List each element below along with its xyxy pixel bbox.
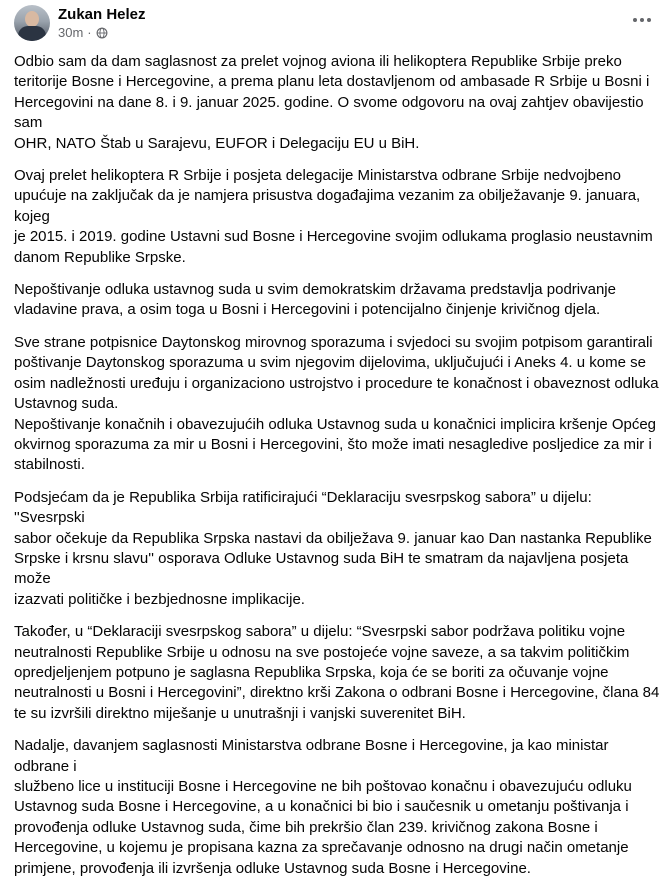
separator-dot: · xyxy=(87,24,92,40)
avatar[interactable] xyxy=(14,5,50,41)
post-header xyxy=(14,3,146,43)
post-subline xyxy=(58,25,146,41)
more-dot xyxy=(647,18,651,22)
post-paragraph: Ovaj prelet helikoptera R Srbije i posjeta delegacije Ministarstva odbrane Srbije nedvojbeno upućuje na zaključak da je namjera prisustva događajima vezanim za obilježavanje 9. januara, kojeg je 2015. i 2019. godine Ustavni sud Bosne i Hercegovine svojim odlukama proglasio neustavnim danom Republike Srpske. xyxy=(14,167,653,266)
avatar-torso xyxy=(18,26,46,41)
more-dot xyxy=(640,18,644,22)
post-timestamp[interactable]: 30m xyxy=(58,24,84,40)
author-name[interactable]: Zukan Helez xyxy=(58,5,146,23)
globe-icon[interactable] xyxy=(96,27,108,39)
post-paragraph: Odbio sam da dam saglasnost za prelet vojnog aviona ili helikoptera Republike Srbije preko teritorije Bosne i Hercegovine, a prema planu leta dostavljenom od ambasade R Srbije u Bosni i Hercegovini na dane 8. i 9. januar 2025. godine. O svome odgovoru na ovaj zahtjev obavijestio sam OHR, NATO Štab u Sarajevu, EUFOR i Delegaciju EU u BiH. xyxy=(14,53,650,152)
post-paragraph: Nepoštivanje konačnih i obavezujućih odluka Ustavnog suda u konačnici implicira kršenje Općeg okvirnog sporazuma za mir u Bosni i Hercegovini, što može imati nesagledive posljedice za mir i stabilnosti. xyxy=(14,415,657,474)
more-dot xyxy=(633,18,637,22)
post-paragraph: Također, u “Deklaraciji svesrpskog sabora” u dijelu: “Svesrpski sabor podržava politiku vojne neutralnosti Republike Srbije u odnosu na sve postojeće vojne saveze, a sa takvim političkim opredjeljenjem potpuno je saglasna Republika Srpska, koja će se boriti za očuvanje vojne neutralnosti u Bosni i Hercegovini”, direktno krši Zakona o odbrani Bosne i Hercegovine, člana 84 te su izvršili direktno miješanje u unutrašnji i vanjski suverenitet BiH. xyxy=(14,623,660,722)
post-paragraph: Podsjećam da je Republika Srbija ratificirajući “Deklaraciju svesrpskog sabora” u dijelu: ''Svesrpski sabor očekuje da Republika Srpska nastavi da obilježava 9. januar kao Dan nastanka Republike Srpske i krsnu slavu'' osporava Odluke Ustavnog suda BiH te smatram da najavljena posjeta može izazvati političke i bezbjednosne implikacije. xyxy=(14,488,652,608)
post-paragraph: Nepoštivanje odluka ustavnog suda u svim demokratskim državama predstavlja podrivanje vladavine prava, a osim toga u Bosni i Hercegovini i potencijalno činjenje krivičnog djela. xyxy=(14,281,616,319)
post-paragraph: Nadalje, davanjem saglasnosti Ministarstva odbrane Bosne i Hercegovine, ja kao ministar odbrane i službeno lice u instituciji Bosne i Hercegovine ne bih poštovao konačnu i obavezujuću odluku Ustavnog suda Bosne i Hercegovine, a u konačnici bi bio i saučesnik u ometanju poštivanja i provođenja odluke Ustavnog suda, čime bih prekršio član 239. krivičnog zakona Bosne i Hercegovine, u kojemu je propisana kazna za sprečavanje odnosno na drugi način ometanje primjene, provođenja ili izvršenja odluke Ustavnog suda Bosne i Hercegovine. xyxy=(14,737,632,877)
avatar-face xyxy=(25,11,39,27)
post-body xyxy=(14,52,664,891)
post-paragraph: Sve strane potpisnice Daytonskog mirovnog sporazuma i svjedoci su svojim potpisom garantirali poštivanje Daytonskog sporazuma u svim njegovim dijelovima, uključujući i Aneks 4. u kome se osim nadležnosti uređuju i organizaciono ustrojstvo i procedure te konačnost i obaveznost odluka Ustavnog suda. xyxy=(14,333,659,413)
post-meta xyxy=(58,6,146,41)
more-options-icon[interactable] xyxy=(628,10,656,30)
